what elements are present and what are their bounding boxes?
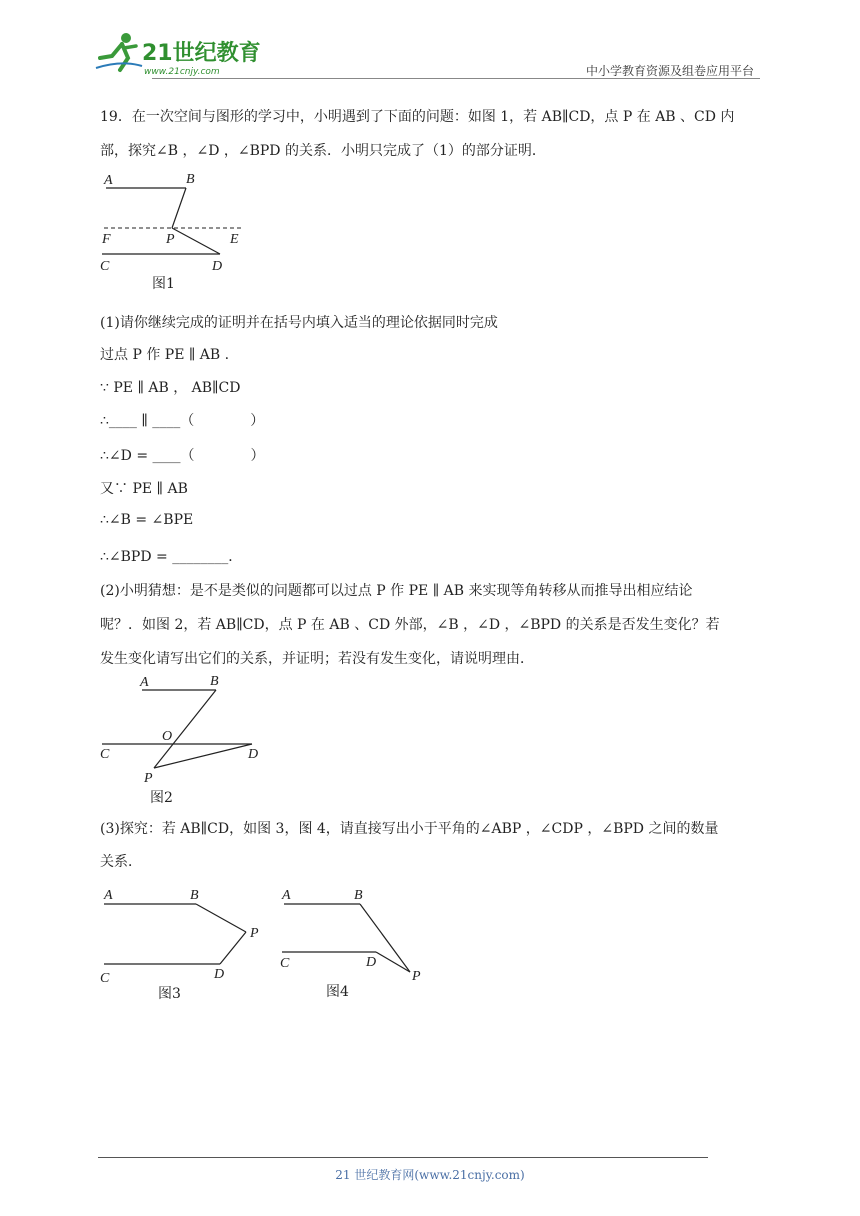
fig2-label-C: C xyxy=(100,747,110,762)
logo-text: 21世纪教育 xyxy=(142,41,261,66)
fig3-label-C: C xyxy=(100,971,110,986)
fig3-label-A: A xyxy=(104,888,113,903)
fig4-caption: 图4 xyxy=(326,984,349,1000)
fig2-label-O: O xyxy=(162,729,173,744)
footer-text: 21 世纪教育网(www.21cnjy.com) xyxy=(335,1168,525,1182)
fig4-label-D: D xyxy=(366,955,377,970)
question-line-5: ∵ PE ∥ AB ， AB∥CD xyxy=(100,380,241,396)
fig1-label-E: E xyxy=(230,232,239,247)
question-line-6: ∴____ ∥ ____（ ） xyxy=(100,413,265,429)
fig2-label-B: B xyxy=(210,674,219,689)
fig4-label-P: P xyxy=(412,969,421,984)
fig3-label-P: P xyxy=(250,926,259,941)
figure-1 xyxy=(96,168,256,298)
fig4-label-A: A xyxy=(282,888,291,903)
fig3-label-D: D xyxy=(214,967,225,982)
fig2-caption: 图2 xyxy=(150,790,173,806)
logo-url-text: www.21cnjy.com xyxy=(144,67,220,77)
question-line-4: 过点 P 作 PE ∥ AB . xyxy=(100,347,230,363)
fig1-label-D: D xyxy=(212,259,223,274)
figure-3 xyxy=(96,880,276,1008)
question-line-12: 呢？．如图 2，若 AB∥CD，点 P 在 AB 、CD 外部，∠B ，∠D ，∠BPD 的关系是否发生变化？若 xyxy=(100,617,720,633)
page-header xyxy=(92,30,760,80)
fig4-label-C: C xyxy=(280,956,290,971)
platform-name: 中小学教育资源及组卷应用平台 xyxy=(585,64,754,78)
fig1-label-A: A xyxy=(104,173,113,188)
header-divider xyxy=(152,78,760,79)
question-line-9: ∴∠B = ∠BPE xyxy=(100,512,194,528)
fig1-label-F: F xyxy=(102,232,111,247)
fig1-label-C: C xyxy=(100,259,110,274)
question-line-10: ∴∠BPD = ________． xyxy=(100,549,243,565)
fig1-label-P: P xyxy=(166,232,175,247)
footer-divider xyxy=(98,1157,708,1158)
fig3-caption: 图3 xyxy=(158,986,181,1002)
runner-icon xyxy=(96,33,142,70)
fig2-label-D: D xyxy=(248,747,259,762)
question-line-11: (2)小明猜想：是不是类似的问题都可以过点 P 作 PE ∥ AB 来实现等角转移从而推导出相应结论 xyxy=(100,583,693,599)
fig2-label-P: P xyxy=(144,771,153,786)
question-line-1: 19．在一次空间与图形的学习中，小明遇到了下面的问题：如图 1，若 AB∥CD，点 P 在 AB 、CD 内 xyxy=(100,109,735,125)
site-logo xyxy=(92,30,262,78)
question-line-8: 又∵ PE ∥ AB xyxy=(100,481,188,497)
question-line-3: (1)请你继续完成的证明并在括号内填入适当的理论依据同时完成 xyxy=(100,315,498,331)
question-line-13: 发生变化请写出它们的关系，并证明；若没有发生变化，请说明理由． xyxy=(100,651,534,667)
fig4-label-B: B xyxy=(354,888,363,903)
question-line-2: 部，探究∠B ，∠D ，∠BPD 的关系．小明只完成了（1）的部分证明． xyxy=(100,143,546,159)
fig3-label-B: B xyxy=(190,888,199,903)
fig1-caption: 图1 xyxy=(152,276,175,292)
figure-4 xyxy=(276,880,446,1008)
fig2-label-A: A xyxy=(140,675,149,690)
question-line-7: ∴∠D = ____（ ） xyxy=(100,448,265,464)
question-line-14: (3)探究：若 AB∥CD，如图 3，图 4，请直接写出小于平角的∠ABP ，∠CDP ，∠BPD 之间的数量 xyxy=(100,821,719,837)
question-line-15: 关系． xyxy=(100,854,142,870)
fig1-label-B: B xyxy=(186,172,195,187)
figure-2 xyxy=(96,670,276,816)
